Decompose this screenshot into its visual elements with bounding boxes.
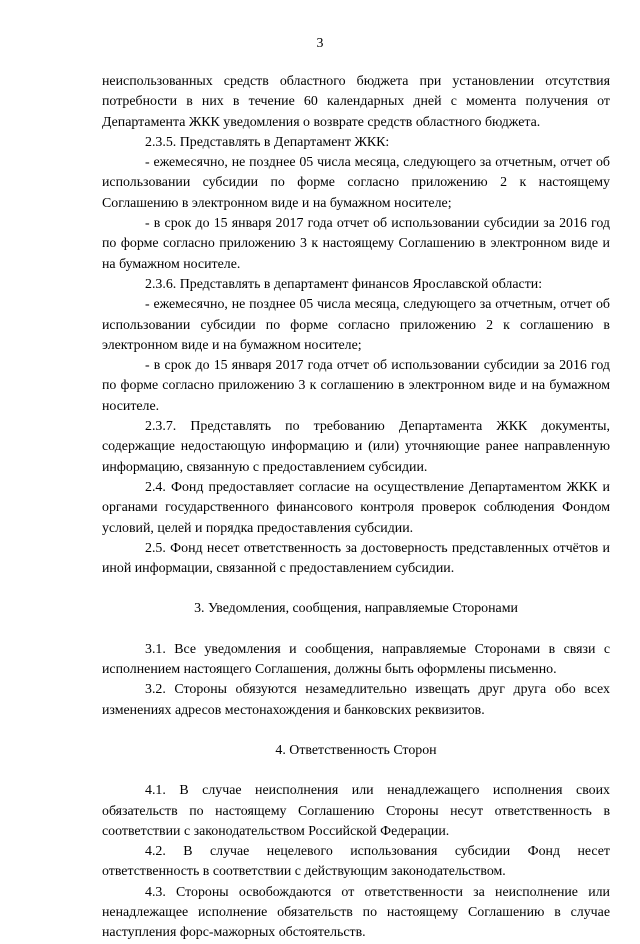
paragraph-2-3-5: 2.3.5. Представлять в Департамент ЖКК:: [145, 134, 390, 150]
paragraph-3-2: 3.2. Стороны обязуются незамедлительно извещать друг друга обо всех изменениях адресов местонахождения и банковских реквизитов.: [102, 682, 610, 718]
paragraph-continuation: неиспользованных средств областного бюджета при установлении отсутствия потребности в них в течение 60 календарных дней с момента получения от Департамента ЖКК уведомления о возврате средств областного бюджета.: [102, 74, 610, 130]
paragraph-4-1: 4.1. В случае неисполнения или ненадлежащего исполнения своих обязательств по настоящему Соглашению Стороны несут ответственность в соответствии с законодательством Российской Федерации.: [102, 783, 610, 839]
paragraph-2-4: 2.4. Фонд предоставляет согласие на осуществление Департаментом ЖКК и органами государственного финансового контроля проверок соблюдения Фондом условий, целей и порядка предоставления субсидии.: [102, 479, 610, 536]
paragraph-2-3-6: 2.3.6. Представлять в департамент финансов Ярославской области:: [145, 276, 543, 292]
section-3-heading: 3. Уведомления, сообщения, направляемые Сторонами: [194, 601, 518, 617]
paragraph-4-3: 4.3. Стороны освобождаются от ответственности за неисполнение или ненадлежащее исполнение обязательств по настоящему Соглашению в случае наступления форс-мажорных обстоятельств.: [102, 884, 610, 941]
paragraph-2-3-7: 2.3.7. Представлять по требованию Департамента ЖКК документы, содержащие недостающую информацию и (или) уточняющие ранее направленную информацию, связанную с предоставлением субсидии.: [102, 419, 610, 475]
paragraph-2-3-6-annual: - в срок до 15 января 2017 года отчет об использовании субсидии за 2016 год по форме согласно приложению 3 к соглашению в электронном виде и на бумажном носителе.: [102, 358, 610, 414]
section-4-heading: 4. Ответственность Сторон: [275, 742, 437, 758]
page-number: 3: [316, 36, 324, 51]
paragraph-3-1: 3.1. Все уведомления и сообщения, направляемые Сторонами в связи с исполнением настоящего Соглашения, должны быть оформлены письменно.: [102, 641, 610, 678]
paragraph-2-3-6-monthly: - ежемесячно, не позднее 05 числа месяца, следующего за отчетным, отчет об использовании субсидии по форме согласно приложению 2 к соглашению в электронном виде и на бумажном носителе;: [102, 297, 610, 353]
paragraph-2-3-5-monthly: - ежемесячно, не позднее 05 числа месяца, следующего за отчетным, отчет об использовании субсидии по форме согласно приложению 2 к настоящему Соглашению в электронном виде и на бумажном носителе;: [102, 155, 610, 211]
paragraph-4-2: 4.2. В случае нецелевого использования субсидии Фонд несет ответственность в соответствии с действующим законодательством.: [102, 844, 610, 880]
document-body: [102, 72, 610, 944]
paragraph-2-3-5-annual: - в срок до 15 января 2017 года отчет об использовании субсидии за 2016 год по форме согласно приложению 3 к настоящему Соглашению в электронном виде и на бумажном носителе.: [102, 216, 610, 272]
paragraph-2-5: 2.5. Фонд несет ответственность за достоверность представленных отчётов и иной информации, связанной с предоставлением субсидии.: [102, 540, 610, 577]
